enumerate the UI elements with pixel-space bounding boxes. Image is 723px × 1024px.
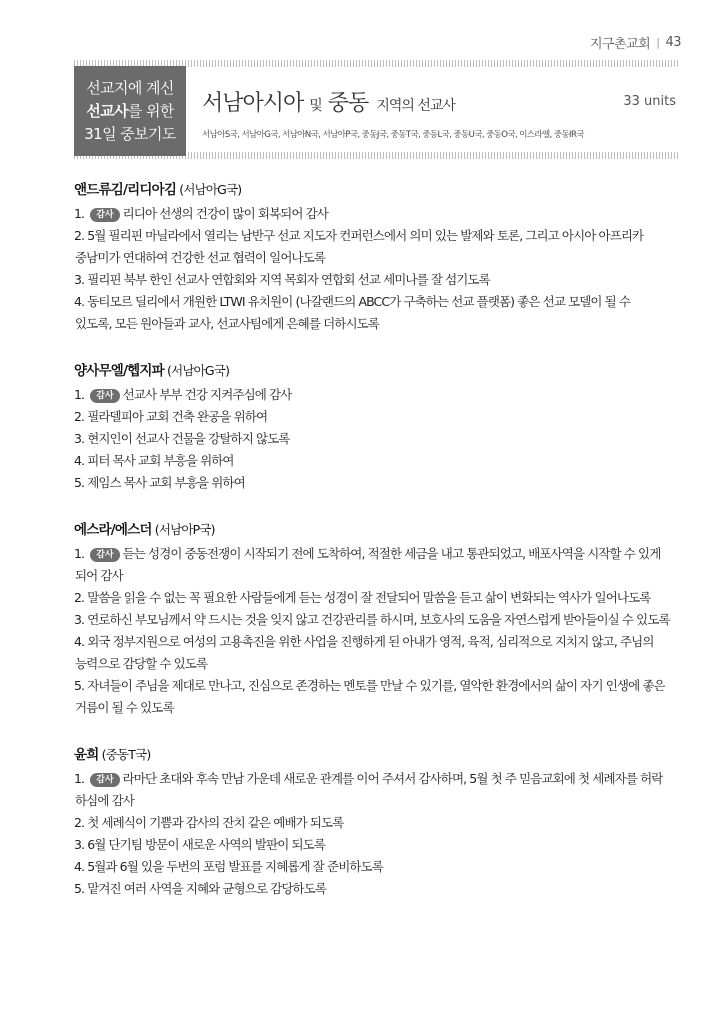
missionary-heading xyxy=(74,518,684,538)
missionary-heading xyxy=(74,743,684,763)
prayer-section xyxy=(74,178,684,335)
prayer-item-text: 필리핀 북부 한인 선교사 연합회와 지역 목회자 연합회 선교 세미나를 잘 섬기도록 xyxy=(87,272,490,287)
prayer-item xyxy=(74,472,684,494)
prayer-item-text: 자녀들이 주님을 제대로 만나고, 진심으로 존경하는 멘토를 만날 수 있기를, 열악한 환경에서의 삶이 자기 인생에 좋은 xyxy=(87,678,665,693)
region-conjunction: 및 xyxy=(309,98,322,114)
prayer-item-number: 1. xyxy=(74,771,88,786)
title-line-2-rest: 를 위한 xyxy=(127,101,174,120)
missionary-region: (서남아G국) xyxy=(163,363,230,378)
missionary-region: (서남아G국) xyxy=(176,182,242,197)
prayer-item xyxy=(74,856,684,878)
header-separator: | xyxy=(656,36,660,49)
prayer-item xyxy=(74,609,684,631)
prayer-item-text: 리디아 선생의 건강이 많이 회복되어 감사 xyxy=(122,206,328,221)
prayer-item-number: 5. xyxy=(74,475,88,490)
subregion-list: 서남아S국, 서남아G국, 서남아N국, 서남아P국, 중동J국, 중동T국, 중동L국, 중동U국, 중동O국, 이스라엘, 중동IR국 xyxy=(202,130,584,140)
prayer-item-text: 5월과 6월 있을 두번의 포럼 발표를 지혜롭게 잘 준비하도록 xyxy=(87,859,383,874)
prayer-item-number: 3. xyxy=(74,837,88,852)
missionary-region: (서남아P국) xyxy=(151,522,215,537)
prayer-item-text: 선교사 부부 건강 지켜주심에 감사 xyxy=(122,387,292,402)
prayer-item-number: 2. xyxy=(74,228,88,243)
prayer-item xyxy=(74,384,684,406)
title-line-2-bold: 선교사 xyxy=(86,101,128,120)
prayer-item-text: 말씀을 읽을 수 없는 꼭 필요한 사람들에게 듣는 성경이 잘 전달되어 말씀을 듣고 삶이 변화되는 역사가 일어나도록 xyxy=(87,590,651,605)
unit-count: 33 units xyxy=(623,94,676,109)
prayer-section xyxy=(74,359,684,494)
prayer-item-text: 피터 목사 교회 부흥을 위하여 xyxy=(87,453,234,468)
prayer-item-text: 되어 감사 xyxy=(75,568,123,583)
region-2: 중동 xyxy=(327,91,369,116)
prayer-item-number: 2. xyxy=(74,409,88,424)
prayer-item-text: 있도록, 모든 원아들과 교사, 선교사팀에게 은혜를 더하시도록 xyxy=(75,316,379,331)
region-heading xyxy=(202,86,455,117)
church-name: 지구촌교회 xyxy=(589,37,651,52)
title-line-3: 31일 중보기도 xyxy=(84,124,176,143)
prayer-item-text: 듣는 성경이 중동전쟁이 시작되기 전에 도착하여, 적절한 세금을 내고 통관되었고, 배포사역을 시작할 수 있게 xyxy=(122,546,661,561)
prayer-item xyxy=(74,834,684,856)
prayer-item-text: 맡겨진 여러 사역을 지혜와 균형으로 감당하도록 xyxy=(87,881,327,896)
prayer-item-text: 동티모르 딜리에서 개원한 LTWI 유치원이 (나갈랜드의 ABCC가 구축하는 선교 플랫폼) 좋은 선교 모델이 될 수 xyxy=(87,294,631,309)
prayer-item xyxy=(74,675,684,719)
series-title-box xyxy=(74,66,186,156)
prayer-item-number: 1. xyxy=(74,206,88,221)
prayer-item-number: 2. xyxy=(74,815,88,830)
prayer-item xyxy=(74,543,684,587)
missionary-name: 양사무엘/헵지파 xyxy=(74,363,164,379)
prayer-item xyxy=(74,878,684,900)
title-line-1: 선교지에 계신 xyxy=(86,78,174,97)
title-line-2 xyxy=(86,100,174,123)
prayer-item-number: 4. xyxy=(74,859,88,874)
prayer-item xyxy=(74,812,684,834)
prayer-item-number: 3. xyxy=(74,612,88,627)
thanks-badge: 감사 xyxy=(90,773,119,787)
prayer-item-text: 하심에 감사 xyxy=(75,793,134,808)
prayer-item-number: 3. xyxy=(74,431,88,446)
missionary-name: 에스라/에스더 xyxy=(74,522,152,538)
prayer-item xyxy=(74,428,684,450)
missionary-name: 앤드류김/리디아김 xyxy=(74,182,177,198)
page-number: 43 xyxy=(665,35,681,50)
prayer-item-text: 5월 필리핀 마닐라에서 열리는 남반구 선교 지도자 컨퍼런스에서 의미 있는 발제와 토론, 그리고 아시아 아프리카 xyxy=(87,228,644,243)
page-header xyxy=(590,33,681,52)
prayer-item xyxy=(74,631,684,675)
missionary-heading xyxy=(74,359,684,379)
prayer-item xyxy=(74,587,684,609)
prayer-item-text: 라마단 초대와 후속 만남 가운데 새로운 관계를 이어 주셔서 감사하며, 5월 첫 주 믿음교회에 첫 세례자를 허락 xyxy=(122,771,663,786)
prayer-item-text: 현지인이 선교사 건물을 강탈하지 않도록 xyxy=(87,431,290,446)
prayer-section xyxy=(74,518,684,719)
prayer-item-number: 1. xyxy=(74,546,88,561)
prayer-item-text: 필라델피아 교회 건축 완공을 위하여 xyxy=(87,409,268,424)
prayer-item-number: 5. xyxy=(74,678,88,693)
missionary-name: 윤희 xyxy=(74,747,99,763)
prayer-item xyxy=(74,291,684,335)
prayer-item-number: 4. xyxy=(74,453,88,468)
prayer-item-text: 첫 세례식이 기쁨과 감사의 잔치 같은 예배가 되도록 xyxy=(87,815,344,830)
prayer-item-text: 6월 단기팀 방문이 새로운 사역의 발판이 되도록 xyxy=(87,837,326,852)
prayer-item-text: 외국 정부지원으로 여성의 고용촉진을 위한 사업을 진행하게 된 아내가 영적, 육적, 심리적으로 지치지 않고, 주님의 xyxy=(87,634,654,649)
prayer-item-text: 능력으로 감당할 수 있도록 xyxy=(75,656,208,671)
prayer-item-text: 연로하신 부모님께서 약 드시는 것을 잊지 않고 건강관리를 하시며, 보호사의 도움을 자연스럽게 받아들이실 수 있도록 xyxy=(87,612,670,627)
thanks-badge: 감사 xyxy=(90,389,119,403)
missionary-heading xyxy=(74,178,684,198)
prayer-item-number: 5. xyxy=(74,881,88,896)
region-suffix: 지역의 선교사 xyxy=(376,98,455,114)
prayer-item-number: 2. xyxy=(74,590,88,605)
prayer-item xyxy=(74,768,684,812)
prayer-section xyxy=(74,743,684,900)
prayer-item-text: 거름이 될 수 있도록 xyxy=(75,700,174,715)
region-1: 서남아시아 xyxy=(202,91,304,116)
prayer-item xyxy=(74,269,684,291)
thanks-badge: 감사 xyxy=(90,548,119,562)
prayer-item-number: 3. xyxy=(74,272,88,287)
prayer-item-number: 1. xyxy=(74,387,88,402)
prayer-item-text: 중남미가 연대하여 건강한 선교 협력이 일어나도록 xyxy=(75,250,326,265)
prayer-item-number: 4. xyxy=(74,294,88,309)
prayer-item xyxy=(74,406,684,428)
missionary-region: (중동T국) xyxy=(98,747,151,762)
prayer-item-text: 제임스 목사 교회 부흥을 위하여 xyxy=(87,475,245,490)
prayer-item xyxy=(74,450,684,472)
prayer-item-number: 4. xyxy=(74,634,88,649)
prayer-item xyxy=(74,225,684,269)
prayer-item xyxy=(74,203,684,225)
prayer-content xyxy=(74,178,684,924)
thanks-badge: 감사 xyxy=(90,208,119,222)
